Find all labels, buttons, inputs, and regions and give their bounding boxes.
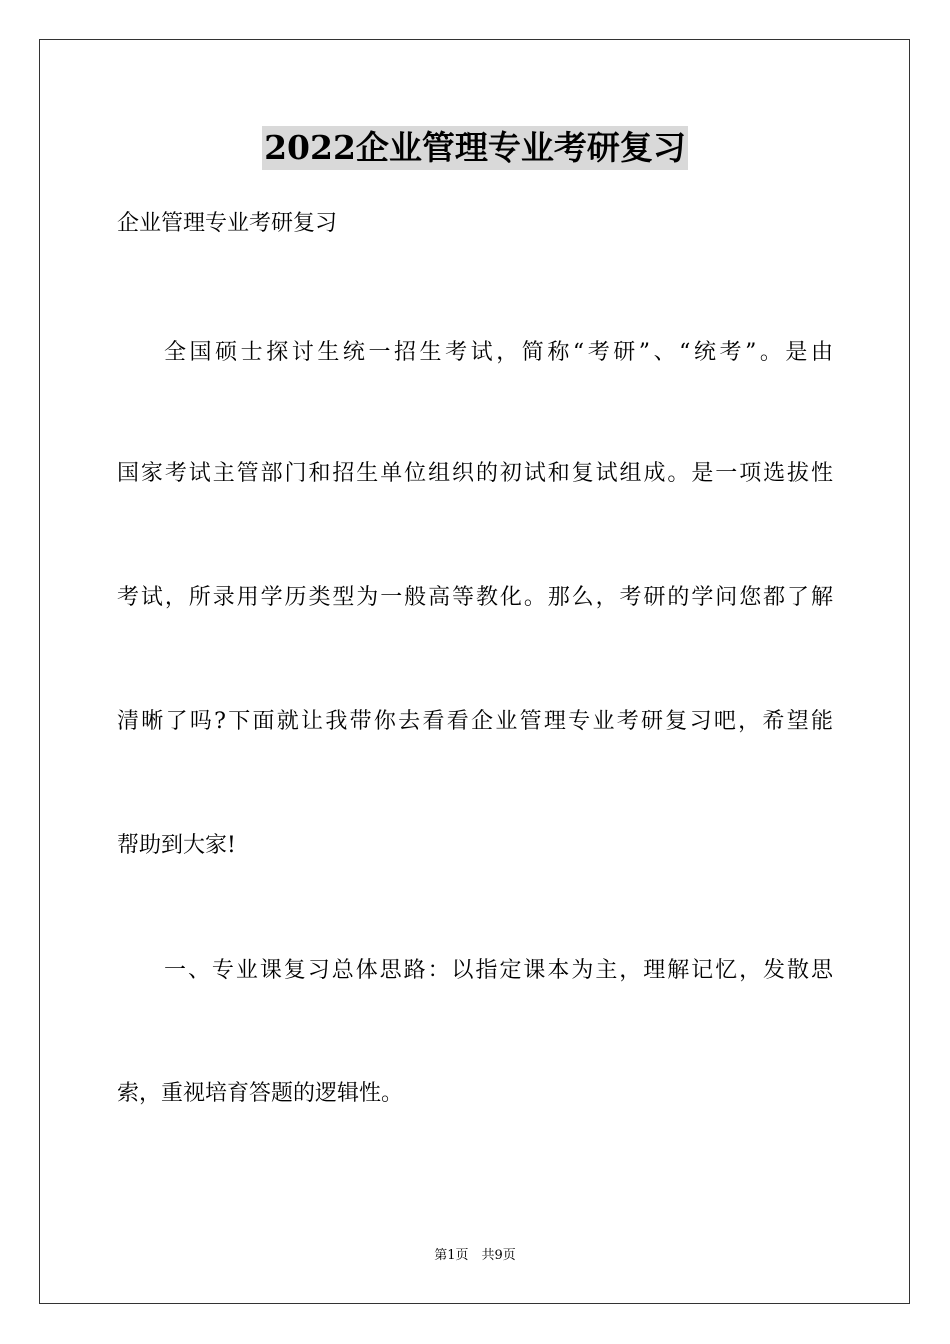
title-container [0, 126, 950, 170]
paragraph1-line-5: 帮助到大家! [117, 833, 236, 858]
paragraph2-line-1: 一、专业课复习总体思路：以指定课本为主，理解记忆，发散思 [164, 958, 833, 983]
paragraph1-line-1: 全国硕士探讨生统一招生考试，简称“考研”、“统考”。是由 [164, 340, 833, 365]
page-footer [0, 1247, 950, 1265]
document-subtitle: 企业管理专业考研复习 [117, 211, 338, 236]
paragraph1-line-3: 考试，所录用学历类型为一般高等教化。那么，考研的学问您都了解 [117, 585, 833, 610]
paragraph1-line-2: 国家考试主管部门和招生单位组织的初试和复试组成。是一项选拔性 [117, 461, 833, 486]
paragraph1-line-4: 清晰了吗?下面就让我带你去看看企业管理专业考研复习吧，希望能 [117, 709, 833, 734]
paragraph2-line-2: 索，重视培育答题的逻辑性。 [117, 1081, 404, 1106]
page-number-label: 第1页 共9页 [434, 1248, 516, 1263]
document-title: 2022企业管理专业考研复习 [262, 126, 688, 170]
